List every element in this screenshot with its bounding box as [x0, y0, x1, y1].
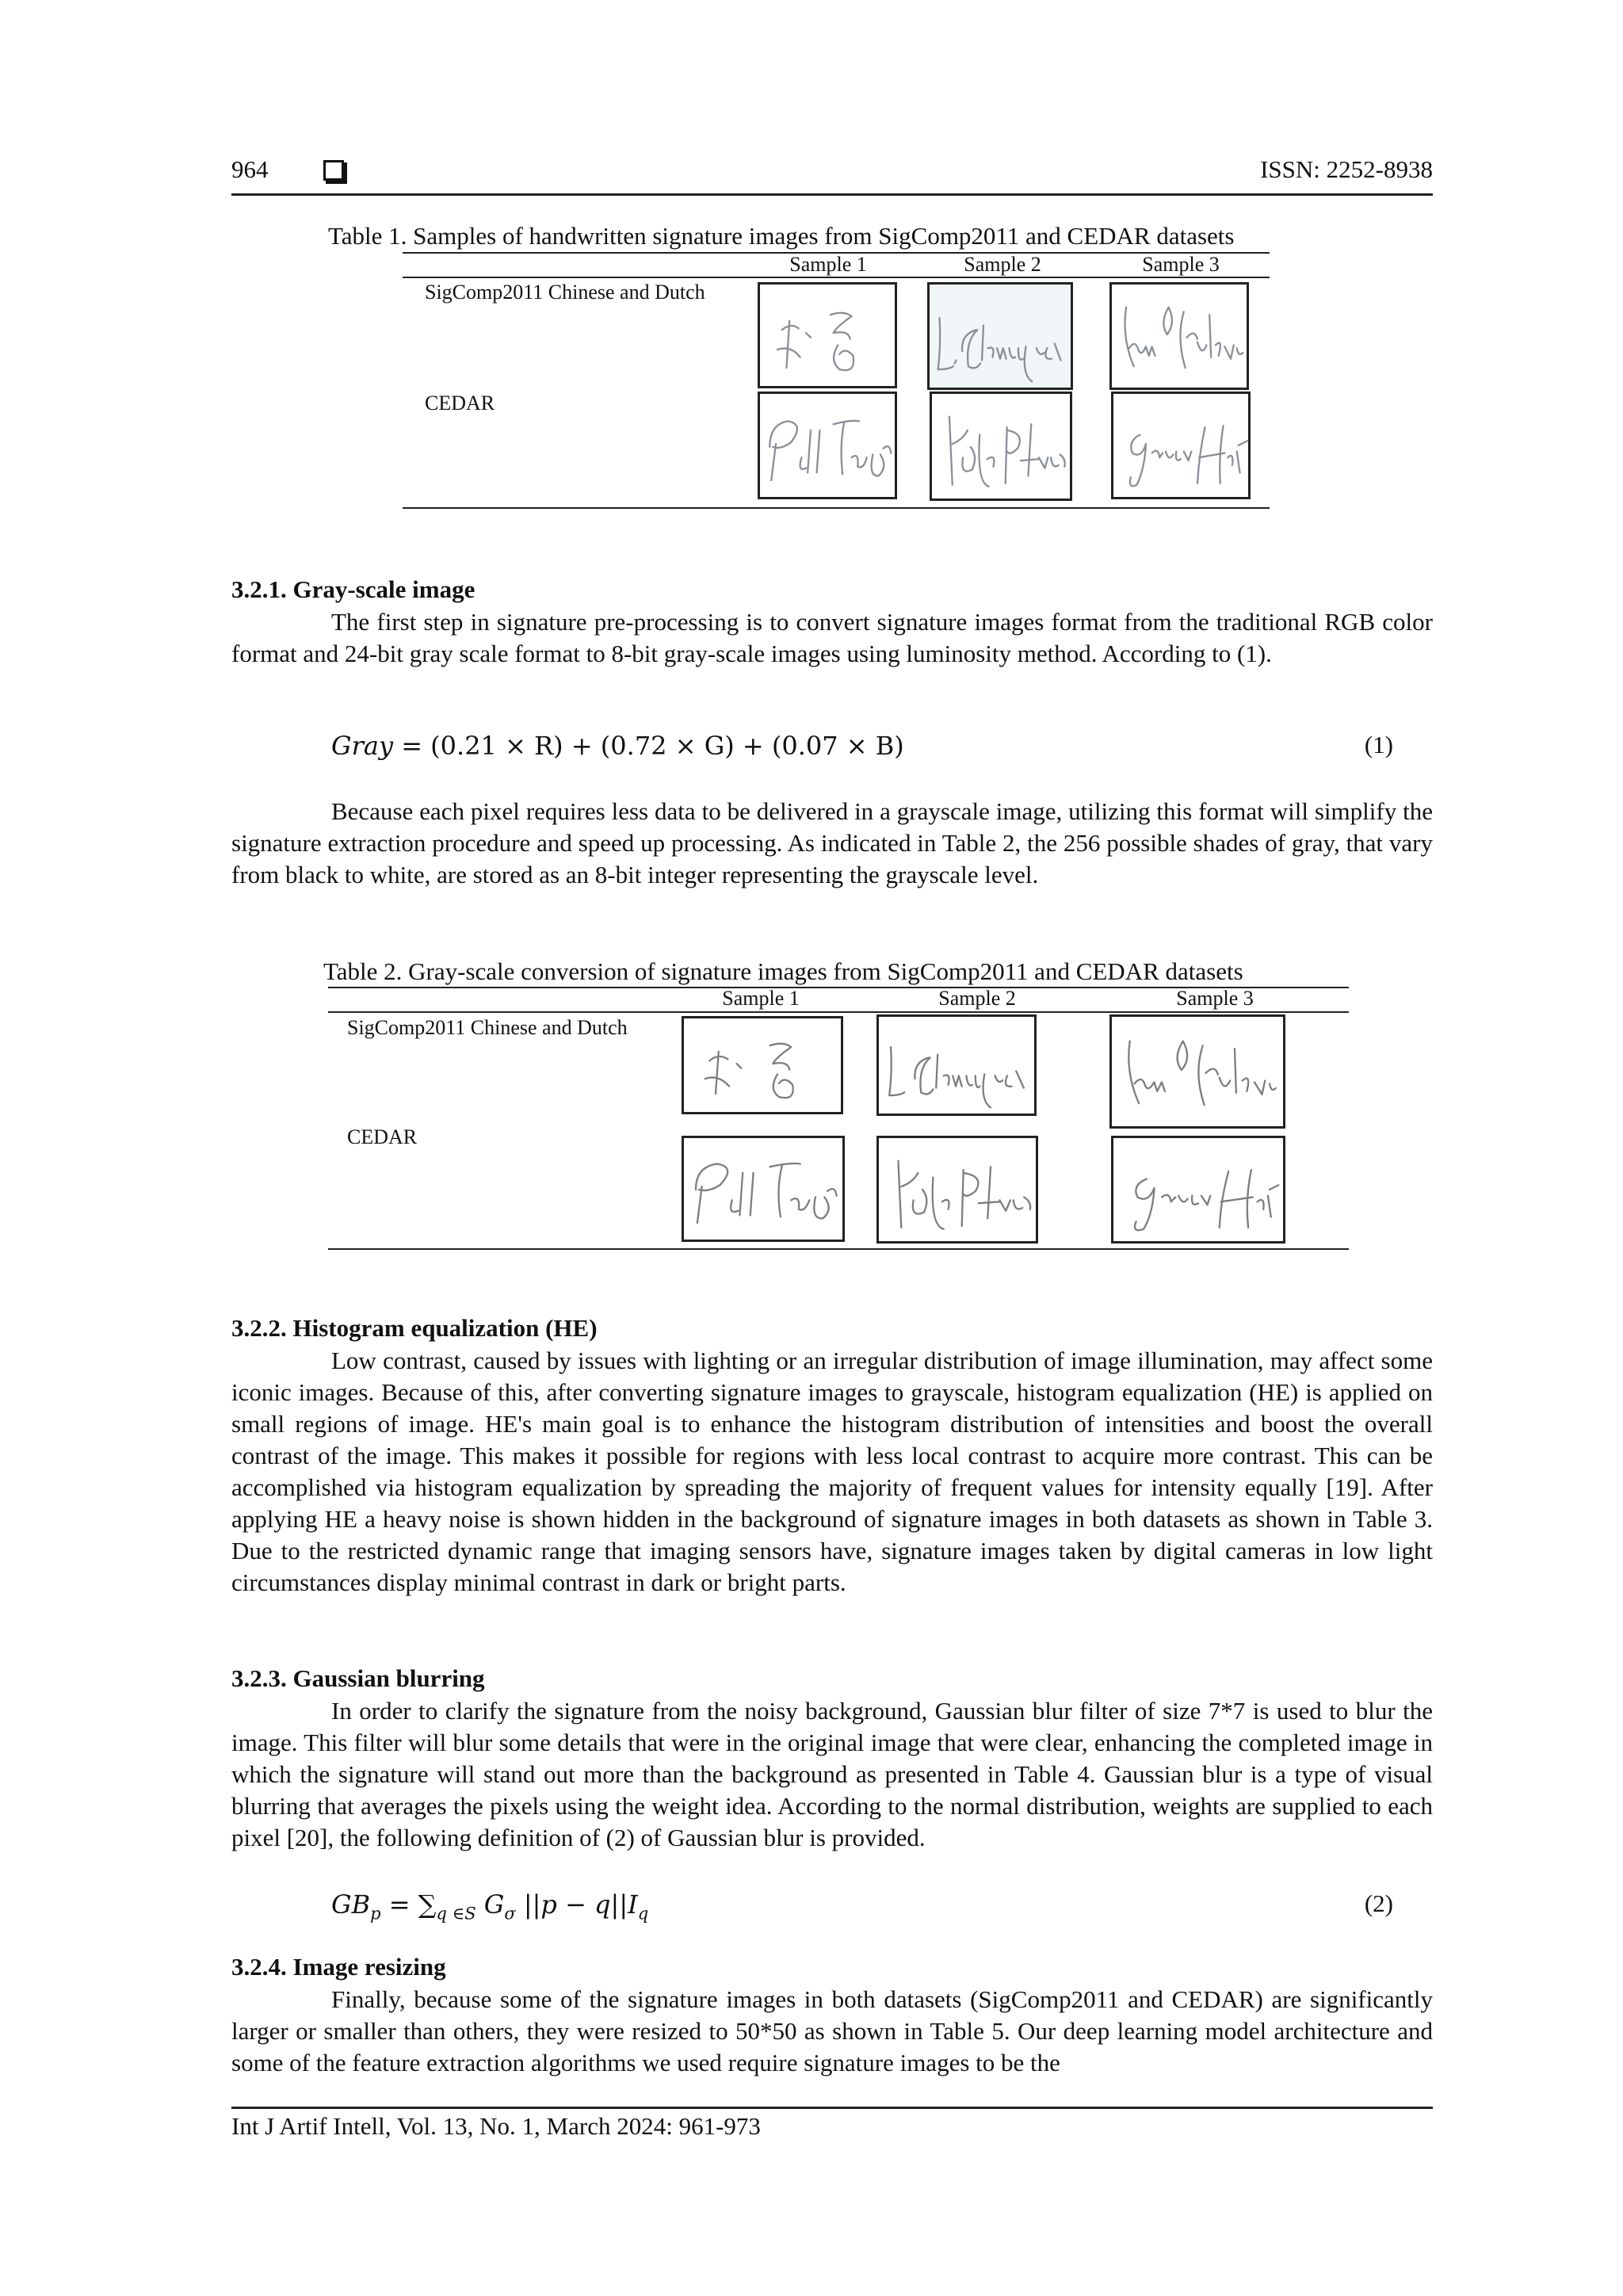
signature-image	[682, 1136, 845, 1242]
paragraph-text: The first step in signature pre-processing is to convert signature images format from the traditional RGB color format and 24-bit gray scale format to 8-bit gray-scale images using luminosity method. According to (1).	[231, 608, 1433, 667]
page-number: 964	[231, 155, 269, 183]
signature-image	[1111, 392, 1251, 499]
equation-2	[331, 1889, 1393, 1923]
eq2-norm: ||p − q||	[523, 1889, 628, 1920]
paragraph-text: Low contrast, caused by issues with lighting or an irregular distribution of image illumination, may affect some iconic images. Because of this, after converting signature images to grayscale, histogram equalization (HE) is applied on small regions of image. HE's main goal is to enhance the histogram distribution of intensities and boost the overall contrast of the image. This makes it possible for regions with less local contrast to acquire more contrast. This can be accomplished via histogram equalization by spreading the majority of frequent values for intensity equally [19]. After applying HE a heavy noise is shown hidden in the background of signature images in both datasets as shown in Table 3. Due to the restricted dynamic range that imaging sensors have, signature images taken by digital cameras in low light circumstances display minimal contrast in dark or bright parts.	[231, 1347, 1433, 1596]
table2-row-cedar: CEDAR	[347, 1125, 418, 1148]
section-heading: 3.2.3. Gaussian blurring	[231, 1664, 485, 1692]
signature-image	[876, 1014, 1037, 1116]
table2-col-sample2: Sample 2	[938, 987, 1016, 1010]
signature-image	[927, 282, 1073, 390]
eq1-number: (1)	[1364, 731, 1393, 758]
table2-col-sample3: Sample 3	[1176, 987, 1254, 1010]
eq2-i: I	[628, 1889, 638, 1920]
signature-image	[682, 1016, 843, 1114]
table2-caption: Table 2. Gray-scale conversion of signature images from SigComp2011 and CEDAR datasets	[323, 957, 1243, 985]
eq2-number: (2)	[1364, 1889, 1393, 1917]
paragraph	[231, 1345, 1433, 1599]
signature-image	[1109, 282, 1249, 390]
issn: ISSN: 2252-8938	[1260, 155, 1433, 183]
paragraph-text: In order to clarify the signature from the noisy background, Gaussian blur filter of size 7*7 is used to blur the image. This filter will blur some details that were in the original image that were clear, enhancing the completed image in which the signature will stand out more than the background as presented in Table 4. Gaussian blur is a type of visual blurring that averages the pixels using the weight idea. According to the normal distribution, weights are supplied to each pixel [20], the following definition of (2) of Gaussian blur is provided.	[231, 1697, 1433, 1851]
eq2-g-sub: σ	[504, 1904, 516, 1924]
eq1-lhs: Gray	[331, 731, 394, 761]
table1-caption: Table 1. Samples of handwritten signature images from SigComp2011 and CEDAR datasets	[328, 222, 1235, 250]
eq2-lhs: GB	[331, 1889, 371, 1920]
table1-col-sample3: Sample 3	[1142, 253, 1220, 276]
section-heading: 3.2.2. Histogram equalization (HE)	[231, 1314, 598, 1342]
page-header	[231, 155, 1433, 196]
table1-col-sample1: Sample 1	[789, 253, 867, 276]
signature-image	[758, 392, 897, 499]
section-heading: 3.2.1. Gray-scale image	[231, 575, 475, 603]
equation-1	[331, 731, 1393, 761]
signature-image	[1111, 1136, 1285, 1244]
paragraph	[231, 1984, 1433, 2079]
paragraph	[231, 796, 1433, 891]
signature-image	[1109, 1014, 1285, 1129]
eq2-g: G	[483, 1889, 505, 1920]
table2-col-sample1: Sample 1	[722, 987, 800, 1010]
square-icon	[323, 160, 344, 181]
table1-bottom-rule	[403, 507, 1270, 509]
table1-col-sample2: Sample 2	[964, 253, 1041, 276]
table1-header-rule	[403, 277, 1270, 278]
signature-image	[758, 282, 897, 388]
table2-bottom-rule	[328, 1248, 1349, 1250]
eq2-i-sub: q	[637, 1904, 649, 1924]
eq2-lhs-sub: p	[370, 1904, 381, 1924]
paragraph	[231, 1695, 1433, 1854]
paragraph-text: Finally, because some of the signature images in both datasets (SigComp2011 and CEDAR) are significantly larger or smaller than others, they were resized to 50*50 as shown in Table 5. Our deep learning model architecture and some of the feature extraction algorithms we used require signature images to be the	[231, 1985, 1433, 2076]
paragraph-text: Because each pixel requires less data to be delivered in a grayscale image, utilizing this format will simplify the signature extraction procedure and speed up processing. As indicated in Table 2, the 256 possible shades of gray, that vary from black to white, are stored as an 8-bit integer representing the grayscale level.	[231, 797, 1433, 888]
table2-header-rule	[328, 1011, 1349, 1013]
eq1-rhs: = (0.21 × R) + (0.72 × G) + (0.07 × B)	[401, 731, 904, 761]
page-footer	[231, 2107, 1433, 2141]
paragraph	[231, 606, 1433, 670]
table1-row-cedar: CEDAR	[425, 392, 495, 415]
eq2-sum: = ∑	[388, 1889, 437, 1920]
signature-image	[876, 1136, 1038, 1244]
section-heading: 3.2.4. Image resizing	[231, 1953, 446, 1981]
table2-row-sigcomp: SigComp2011 Chinese and Dutch	[347, 1016, 628, 1039]
footer-citation: Int J Artif Intell, Vol. 13, No. 1, March 2024: 961-973	[231, 2112, 761, 2140]
eq2-sum-sub: q ∈S	[436, 1904, 476, 1924]
signature-image	[930, 392, 1072, 501]
table1-row-sigcomp: SigComp2011 Chinese and Dutch	[425, 281, 705, 304]
